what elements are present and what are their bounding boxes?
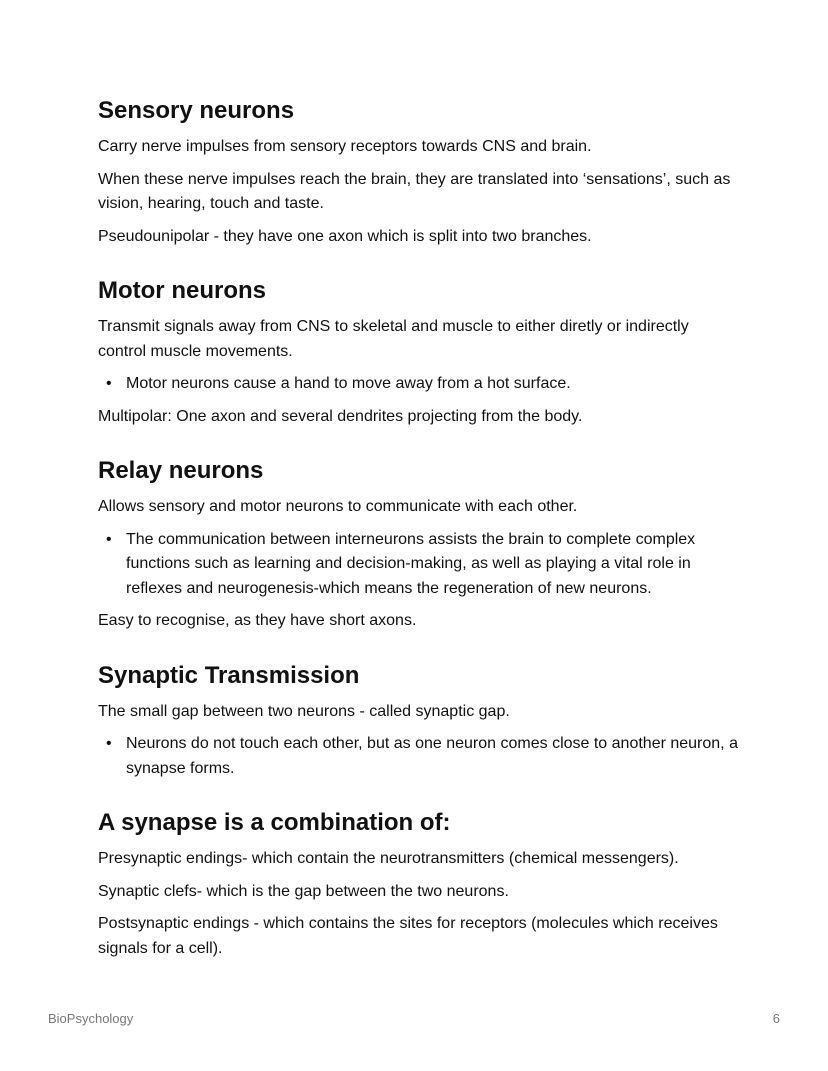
bullet-list xyxy=(98,732,738,781)
paragraph: Synaptic clefs- which is the gap between the two neurons. xyxy=(98,882,509,900)
document-body xyxy=(98,96,738,969)
section-synapse-combination xyxy=(98,808,738,961)
section-relay-neurons xyxy=(98,456,738,634)
list-item: • The communication between interneurons assists the brain to complete complex functions such as learning and decision-making, as well as playing a vital role in reflexes and neurogenesis-which means the regeneration of new neurons. xyxy=(98,528,738,602)
heading-relay-neurons: Relay neurons xyxy=(98,457,264,484)
paragraph: Allows sensory and motor neurons to communicate with each other. xyxy=(98,498,578,515)
heading-sensory-neurons: Sensory neurons xyxy=(98,97,295,124)
heading-synapse-combination: A synapse is a combination of: xyxy=(98,809,451,836)
paragraph: The small gap between two neurons - called synaptic gap. xyxy=(98,702,510,720)
paragraph: Postsynaptic endings - which contains the sites for receptors (molecules which receives signals for a cell). xyxy=(98,915,718,957)
list-item: • Motor neurons cause a hand to move away from a hot surface. xyxy=(98,372,738,397)
paragraph: Carry nerve impulses from sensory receptors towards CNS and brain. xyxy=(98,138,592,155)
footer-title: BioPsychology xyxy=(48,1011,134,1026)
paragraph: When these nerve impulses reach the brain, they are translated into ‘sensations’, such as vision, hearing, touch and taste. xyxy=(98,170,731,212)
section-sensory-neurons xyxy=(98,96,738,249)
section-synaptic-transmission xyxy=(98,661,738,782)
bullet-list xyxy=(98,372,738,397)
paragraph: Transmit signals away from CNS to skeletal and muscle to either diretly or indirectly control muscle movements. xyxy=(98,318,689,360)
list-item: • Neurons do not touch each other, but as one neuron comes close to another neuron, a synapse forms. xyxy=(98,732,738,781)
paragraph: Easy to recognise, as they have short axons. xyxy=(98,612,417,629)
paragraph: Multipolar: One axon and several dendrites projecting from the body. xyxy=(98,407,583,425)
paragraph: Pseudounipolar - they have one axon which is split into two branches. xyxy=(98,227,592,245)
page-number: 6 xyxy=(772,1011,780,1026)
paragraph: Presynaptic endings- which contain the neurotransmitters (chemical messengers). xyxy=(98,850,679,867)
section-motor-neurons xyxy=(98,276,738,429)
bullet-list xyxy=(98,528,738,602)
heading-synaptic-transmission: Synaptic Transmission xyxy=(98,661,360,689)
page-footer xyxy=(48,1011,780,1026)
heading-motor-neurons: Motor neurons xyxy=(98,277,266,304)
